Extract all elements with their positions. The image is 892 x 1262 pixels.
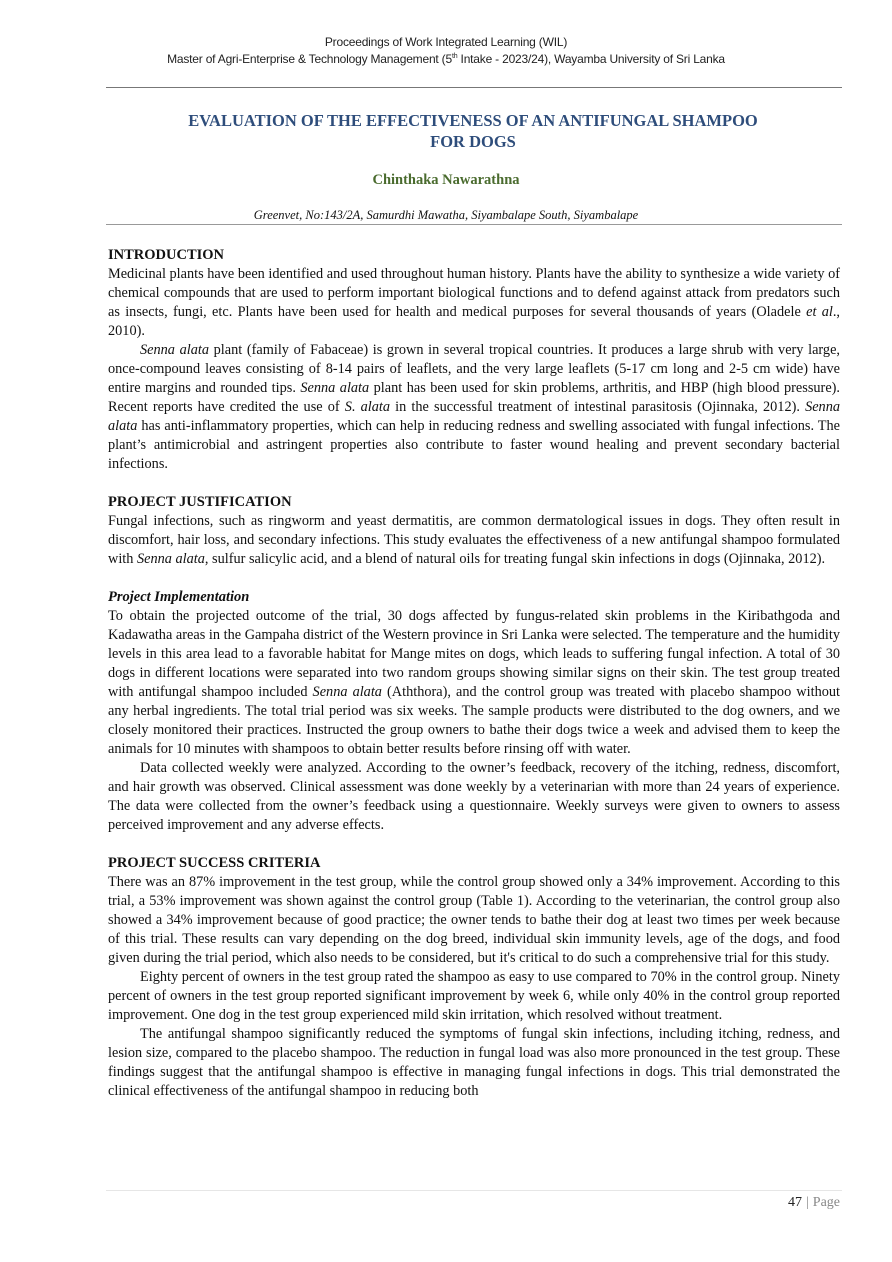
header-divider xyxy=(106,87,842,88)
italic-span: Senna alata xyxy=(137,551,205,567)
page-separator: | xyxy=(805,1195,809,1210)
paper-title-line-1: EVALUATION OF THE EFFECTIVENESS OF AN ANTIFUNGAL SHAMPOO xyxy=(188,111,758,130)
text-span: To obtain the projected outcome of the trial, 30 dogs affected by fungus-related skin problems in the Kiribathgoda and Kadawatha areas in the Gampaha district of the Western province in Sri Lanka were selected. The temperature and the humidity levels in this area lead to a favorable habitat for Mange mites on dogs, which leads to suffering fungal infection. A total of 30 dogs in different locations were separated into two random groups showing similar signs on their skin. The test group treated with antifungal shampoo included xyxy=(108,608,840,700)
paper-body xyxy=(108,246,840,1101)
author-affiliation: Greenvet, No:143/2A, Samurdhi Mawatha, Siyambalape South, Siyambalape xyxy=(253,208,639,222)
italic-span: Senna alata xyxy=(140,342,209,358)
section-gap xyxy=(108,835,840,854)
header-ordinal-sup: th xyxy=(451,53,458,60)
italic-span: Senna alata xyxy=(312,684,382,700)
paper-title-line-2: FOR DOGS xyxy=(430,132,516,151)
page-number-footer xyxy=(788,1195,840,1211)
affiliation-divider xyxy=(106,224,842,225)
text-span: plant has been used for skin problems, arthritis, and HBP (high blood pressure). Recent reports have credited the use of xyxy=(108,380,840,415)
header-programme-text-a: Master of Agri-Enterprise & Technology Management (5 xyxy=(167,52,452,66)
text-span: Medicinal plants have been identified and used throughout human history. Plants have the ability to synthesize a wide variety of chemical compounds that are used to perform important biological functions and to defend against attack from predators such as insects, fungi, etc. Plants have been used for health and medical purposes for several thousands of years (Oladele xyxy=(108,266,841,320)
success-paragraph-2: Eighty percent of owners in the test group rated the shampoo as easy to use compared to 70% in the control group. Ninety percent of owners in the test group reported significant improvement by week 6, while only 40% in the control group reported improvement. One dog in the test group experienced mild skin irritation, which resolved without treatment. xyxy=(108,969,840,1023)
page-label: Page xyxy=(812,1195,840,1210)
section-heading-introduction: INTRODUCTION xyxy=(108,247,225,263)
text-span: ., 2010). xyxy=(108,304,841,339)
author-name: Chinthaka Nawarathna xyxy=(372,172,520,188)
text-span: (Aththora), and the control group was treated with placebo shampoo without any herbal ingredients. The total trial period was six weeks. The sample products were distributed to the dog owners, and we closely monitored their practices. Instructed the group owners to bathe their dogs twice a week and advised them to keep the animals for 10 minutes with shampoos to obtain better results before rinsing off with water. xyxy=(108,684,840,757)
footer-divider xyxy=(106,1190,842,1191)
italic-span: et al xyxy=(806,304,833,320)
running-header-proceedings: Proceedings of Work Integrated Learning (WIL) xyxy=(324,35,568,49)
paper-title xyxy=(120,110,826,152)
text-span: in the successful treatment of intestinal parasitosis (Ojinnaka, 2012). xyxy=(390,399,806,415)
section-heading-success-criteria: PROJECT SUCCESS CRITERIA xyxy=(108,855,321,871)
text-span: Fungal infections, such as ringworm and yeast dermatitis, are common dermatological issues in dogs. They often result in discomfort, hair loss, and secondary infections. This study evaluates the effectiveness of a new antifungal shampoo formulated with xyxy=(108,513,840,567)
section-heading-justification: PROJECT JUSTIFICATION xyxy=(108,494,292,510)
page-number: 47 xyxy=(787,1195,802,1210)
text-span: , sulfur salicylic acid, and a blend of natural oils for treating fungal skin infections in dogs (Ojinnaka, 2012). xyxy=(204,551,826,567)
introduction-paragraph-1 xyxy=(108,265,840,341)
section-gap xyxy=(108,569,840,588)
italic-span: Senna alata xyxy=(300,380,370,396)
implementation-paragraph-1 xyxy=(108,607,840,759)
subsection-heading-implementation: Project Implementation xyxy=(108,589,250,605)
text-span: plant (family of Fabaceae) is grown in several tropical countries. It produces a large shrub with very large, once-compound leaves consisting of 8-14 pairs of leaflets, and the very large leaflets (5-17 cm long and 2-5 cm wide) have entire margins and rounded tips. xyxy=(108,342,840,396)
text-span: has anti-inflammatory properties, which can help in reducing redness and swelling associated with fungal infections. The plant’s antimicrobial and astringent properties also contribute to faster wound healing and prevent secondary bacterial infections. xyxy=(108,418,840,472)
introduction-paragraph-2 xyxy=(108,341,840,474)
justification-paragraph xyxy=(108,512,840,569)
header-programme-text-b: Intake - 2023/24), Wayamba University of Sri Lanka xyxy=(457,52,725,66)
implementation-paragraph-2: Data collected weekly were analyzed. According to the owner’s feedback, recovery of the itching, redness, discomfort, and hair growth was observed. Clinical assessment was done weekly by a veterinarian with more than 24 years of experience. The data were collected from the owner’s feedback using a questionnaire. Weekly surveys were given to owners to assess perceived improvement and any adverse effects. xyxy=(108,760,840,833)
running-header-programme xyxy=(0,52,892,66)
success-paragraph-3: The antifungal shampoo significantly reduced the symptoms of fungal skin infections, including itching, redness, and lesion size, compared to the placebo shampoo. The reduction in fungal load was also more pronounced in the test group. These findings suggest that the antifungal shampoo is effective in managing fungal infections in dogs. This trial demonstrated the clinical effectiveness of the antifungal shampoo in reducing both xyxy=(108,1026,840,1099)
italic-span: Senna alata xyxy=(108,399,841,434)
section-gap xyxy=(108,474,840,493)
italic-span: S. alata xyxy=(344,399,391,415)
success-paragraph-1: There was an 87% improvement in the test group, while the control group showed only a 34% improvement. According to this trial, a 53% improvement was shown against the control group (Table 1). According to the veterinarian, the control group also showed a 34% improvement because of good practice; the owner tends to bathe their dog at least two times per week because of this trial. These results can vary depending on the dog breed, individual skin immunity levels, age of the dogs, and food given during the trial period, which also needs to be considered, but it's critical to do such a comprehensive trial for this study. xyxy=(108,874,840,966)
